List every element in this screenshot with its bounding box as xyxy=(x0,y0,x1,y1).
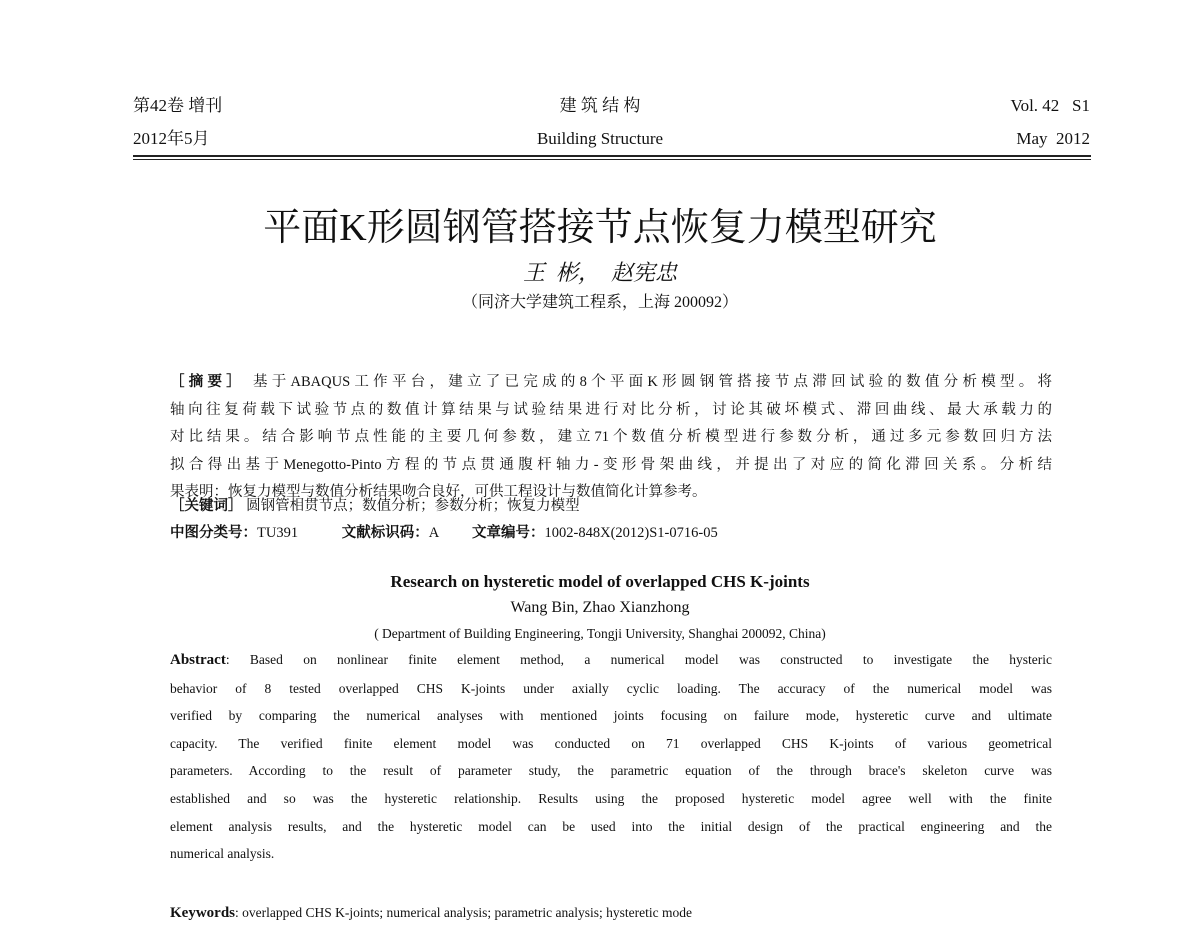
classification-line: 中图分类号：TU391 文献标识码：A 文章编号：1002-848X(2012)S1-0716-05 xyxy=(170,525,718,541)
title-cn: 平面K形圆钢管搭接节点恢复力模型研究 xyxy=(263,207,937,249)
abstract-en-label: Abstract xyxy=(170,652,226,668)
date-en: May 2012 xyxy=(1016,129,1090,148)
title-en: Research on hysteretic model of overlapped CHS K-joints xyxy=(390,572,810,591)
affiliation-en: ( Department of Building Engineering, Tongji University, Shanghai 200092, China) xyxy=(374,626,826,641)
journal-name-en: Building Structure xyxy=(536,129,664,148)
header-rule-thin xyxy=(133,159,1091,160)
volume-cn: 第42卷 增刊 xyxy=(133,96,223,115)
journal-name-cn: 建 筑 结 构 xyxy=(559,96,641,115)
authors-cn: 王 彬， 赵宪忠 xyxy=(522,260,677,285)
keywords-cn: ［关键词］ 圆钢管相贯节点；数值分析；参数分析；恢复力模型 xyxy=(170,498,580,514)
abstract-cn: ［摘要］ 基于ABAQUS工作平台，建立了已完成的8个平面K形圆钢管搭接节点滞回试验的数值分析模型。将 轴向往复荷载下试验节点的数值计算结果与试验结果进行对比分析，讨论其破坏模式、滞回曲线、最大承载力的 对比结果。结合影响节点性能的主要几何参数，建立71个数值分析模型进行参数分析，通过多元参数回归方法 拟合得出基于Menegotto-Pinto方程的节点贯通腹杆轴力-变形骨架曲线，并提出了对应的简化滞回关系。分析结 果表明：恢复力模型与数值分析结果吻合良好，可供工程设计与数值简化计算参考。 xyxy=(170,374,1053,500)
abstract-cn-label: ［摘要］ xyxy=(170,374,246,390)
affiliation-cn: （同济大学建筑工程系，上海 200092） xyxy=(461,294,738,311)
header-rule xyxy=(133,155,1091,157)
volume-en: Vol. 42 S1 xyxy=(1010,96,1090,115)
date-cn: 2012年5月 xyxy=(133,129,210,148)
keywords-en: Keywords: overlapped CHS K-joints; numerical analysis; parametric analysis; hysteretic mode xyxy=(170,905,693,921)
abstract-en: Abstract: Based on nonlinear finite element method, a numerical model was constructed to investigate the hysteric behavior of 8 tested overlapped CHS K-joints under axially cyclic loading. The accuracy of the numerical model was verified by comparing the numerical analyses with mentioned joints focusing on failure mode, hysteretic curve and ultimate capacity. The verified finite element model was conducted on 71 overlapped CHS K-joints of various geometrical parameters. According to the result of parameter study, the parametric equation of the through brace's skeleton curve was established and so was the hysteretic relationship. Results using the proposed hysteretic model agree well with the finite element analysis results, and the hysteretic model can be used into the initial design of the practical engineering and the numerical analysis. xyxy=(170,652,1052,862)
authors-en: Wang Bin, Zhao Xianzhong xyxy=(510,599,690,616)
